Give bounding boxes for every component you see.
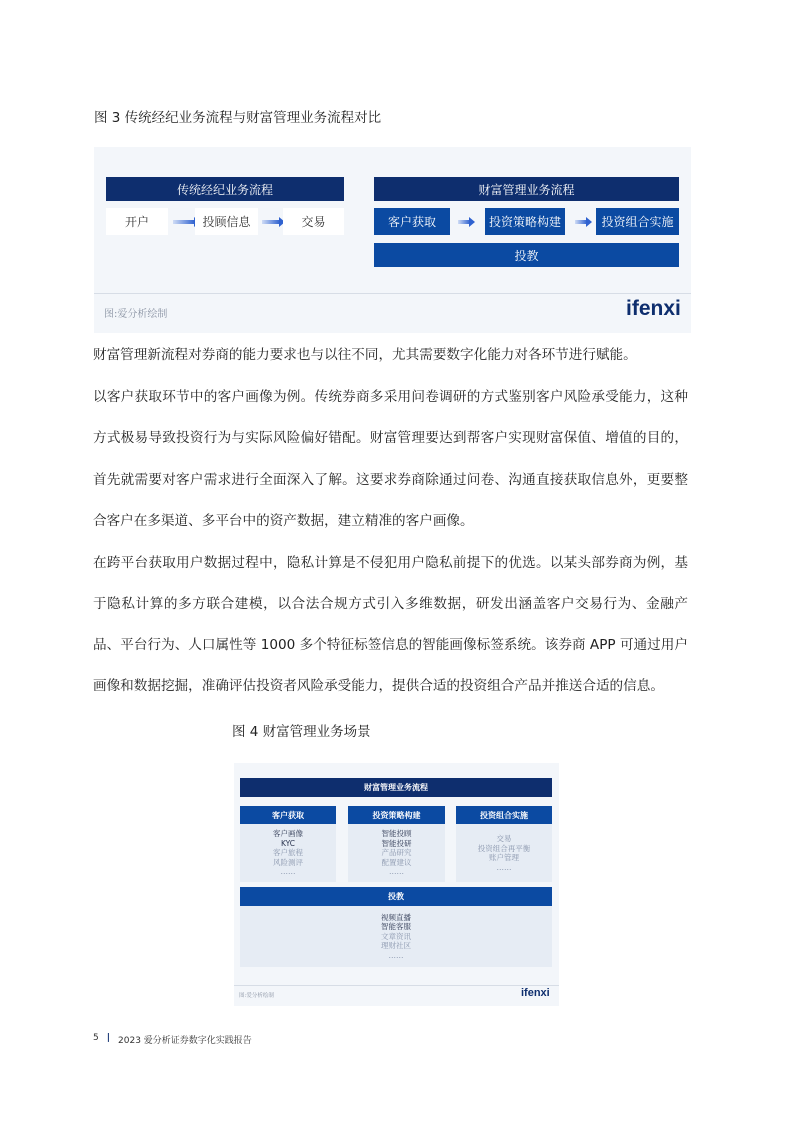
item: 产品研究 — [381, 848, 412, 858]
step-portfolio: 投资组合实施 — [596, 208, 679, 235]
step-trade: 交易 — [283, 208, 344, 235]
item: 交易 — [496, 834, 512, 843]
page-number: 5 — [93, 1033, 99, 1043]
figure-source: 图:爱分析绘制 — [104, 309, 168, 320]
paragraph-line: 以客户获取环节中的客户画像为例。传统券商多采用问卷调研的方式鉴别客户风险承受能力，这种 — [93, 389, 688, 405]
item: …… — [389, 867, 404, 877]
item: …… — [388, 950, 404, 960]
arrow-icon — [262, 220, 280, 224]
wealth-flow-header: 财富管理业务流程 — [240, 778, 552, 797]
item: KYC — [280, 838, 296, 848]
step-customer-acquisition: 客户获取 — [374, 208, 450, 235]
item: 理财社区 — [381, 941, 411, 951]
column-body — [456, 824, 552, 882]
paragraph-line: 财富管理新流程对券商的能力要求也与以往不同，尤其需要数字化能力对各环节进行赋能。 — [93, 347, 637, 363]
item: 账户管理 — [489, 853, 519, 862]
step-open-account: 开户 — [106, 208, 168, 235]
paragraph-line: 方式极易导致投资行为与实际风险偏好错配。财富管理要达到帮客户实现财富保值、增值的目的， — [93, 430, 688, 446]
step-strategy: 投资策略构建 — [485, 208, 565, 235]
column-header: 投资组合实施 — [456, 806, 552, 824]
investor-education-body — [240, 906, 552, 967]
item: 风险测评 — [273, 857, 303, 867]
item: 智能客服 — [381, 922, 411, 932]
arrow-icon — [173, 220, 195, 224]
divider — [94, 293, 691, 294]
page-footer — [93, 1033, 252, 1046]
figure-3-caption: 图 3 传统经纪业务流程与财富管理业务流程对比 — [94, 110, 382, 126]
column-body — [240, 824, 336, 882]
item: 视频直播 — [381, 912, 411, 922]
column-header: 投资策略构建 — [348, 806, 445, 824]
paragraph-line: 品、平台行为、人口属性等 1000 多个特征标签信息的智能画像标签系统。该券商 APP 可通过用户 — [93, 637, 688, 653]
item: …… — [280, 867, 296, 877]
paragraph-line: 在跨平台获取用户数据过程中，隐私计算是不侵犯用户隐私前提下的优选。以某头部券商为例，基 — [93, 555, 688, 571]
arrow-icon — [458, 220, 470, 224]
ifenxi-logo: ifenxi — [626, 297, 681, 320]
traditional-flow-header: 传统经纪业务流程 — [106, 177, 344, 201]
item: 客户画像 — [273, 829, 303, 839]
item: 智能投顾 — [381, 829, 412, 839]
figure-4 — [234, 763, 559, 1006]
item: 客户旅程 — [273, 848, 303, 858]
step-advisory-info: 投顾信息 — [195, 208, 258, 235]
paragraph-line: 首先就需要对客户需求进行全面深入了解。这要求券商除通过问卷、沟通直接获取信息外，更要整 — [93, 472, 688, 488]
paragraph-line: 画像和数据挖掘，准确评估投资者风险承受能力，提供合适的投资组合产品并推送合适的信息。 — [93, 678, 664, 694]
item: …… — [496, 862, 512, 872]
paragraph-line: 于隐私计算的多方联合建模，以合法合规方式引入多维数据，研发出涵盖客户交易行为、金融产 — [93, 596, 688, 612]
paragraph-line: 合客户在多渠道、多平台中的资产数据，建立精准的客户画像。 — [93, 513, 474, 529]
column-body — [348, 824, 445, 882]
footer-separator: | — [106, 1033, 111, 1043]
column-header: 客户获取 — [240, 806, 336, 824]
item: 投资组合再平衡 — [477, 843, 531, 853]
figure-3 — [94, 147, 691, 333]
figure-4-caption: 图 4 财富管理业务场景 — [232, 724, 371, 740]
wealth-flow-header: 财富管理业务流程 — [374, 177, 679, 201]
item: 文章资讯 — [381, 931, 411, 941]
divider — [234, 985, 559, 986]
arrow-icon — [575, 220, 587, 224]
report-title: 2023 爱分析证券数字化实践报告 — [118, 1036, 252, 1046]
item: 智能投研 — [381, 838, 412, 848]
item: 配置建议 — [381, 857, 412, 867]
investor-education-header: 投教 — [240, 887, 552, 906]
investor-education-bar: 投教 — [374, 243, 679, 267]
ifenxi-logo: ifenxi — [521, 987, 550, 999]
figure-source: 图:爱分析绘制 — [239, 993, 274, 999]
